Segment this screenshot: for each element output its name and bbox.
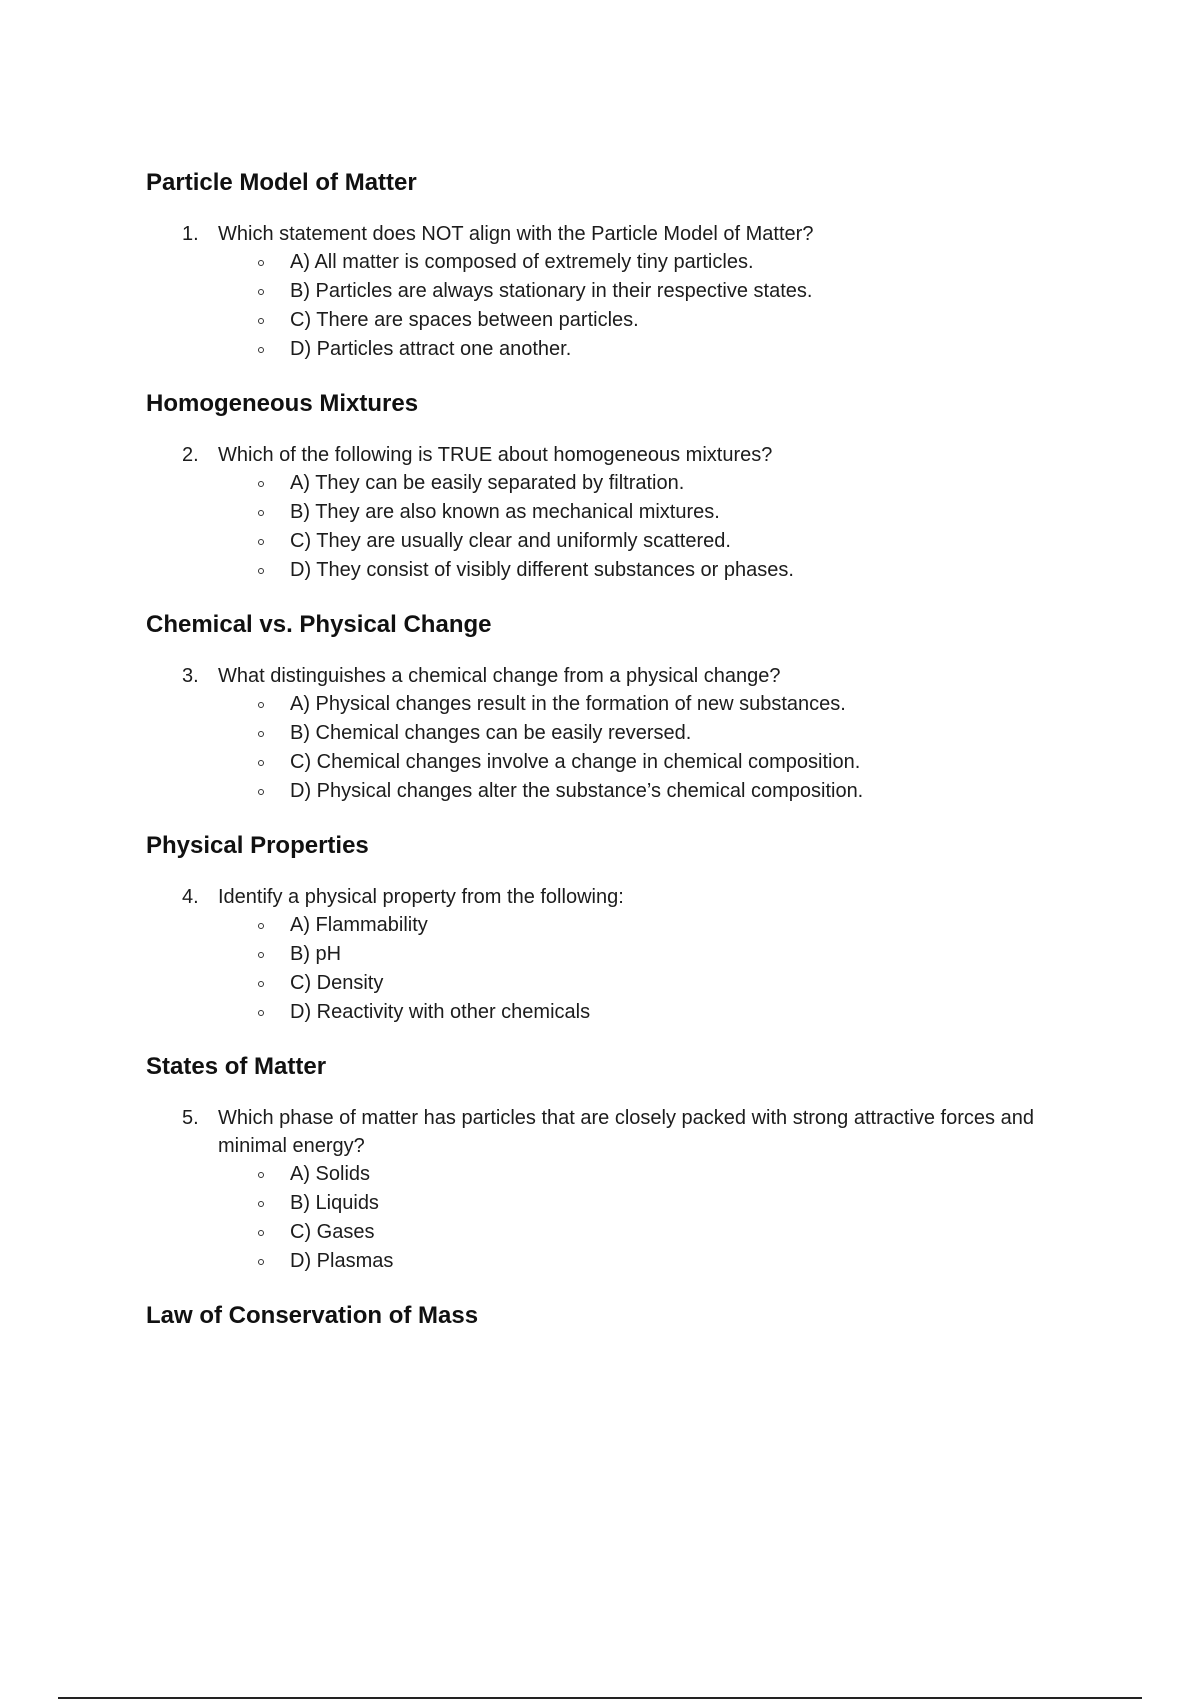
option-text: B) Chemical changes can be easily reversed. <box>290 722 692 744</box>
option-text: C) Gases <box>290 1221 375 1243</box>
section-heading: States of Matter <box>146 1053 327 1080</box>
option-text: D) Plasmas <box>290 1250 394 1272</box>
circle-bullet-icon <box>258 481 264 487</box>
option-c <box>146 1218 1106 1247</box>
section-particle-model <box>146 168 1106 364</box>
option-b <box>146 1189 1106 1218</box>
circle-bullet-icon <box>258 923 264 929</box>
section-homogeneous-mixtures <box>146 389 1106 585</box>
option-d <box>146 998 1106 1027</box>
option-b <box>146 277 1106 306</box>
option-d <box>146 556 1106 585</box>
section-heading: Physical Properties <box>146 832 369 859</box>
document-content <box>146 168 1106 1356</box>
option-text: C) There are spaces between particles. <box>290 309 639 331</box>
circle-bullet-icon <box>258 1201 264 1207</box>
circle-bullet-icon <box>258 952 264 958</box>
question-text: Which statement does NOT align with the Particle Model of Matter? <box>218 223 814 245</box>
circle-bullet-icon <box>258 1230 264 1236</box>
option-text: A) Flammability <box>290 914 428 936</box>
circle-bullet-icon <box>258 260 264 266</box>
section-conservation-of-mass <box>146 1301 1106 1331</box>
circle-bullet-icon <box>258 289 264 295</box>
circle-bullet-icon <box>258 347 264 353</box>
section-states-of-matter <box>146 1052 1106 1276</box>
option-a <box>146 469 1106 498</box>
section-physical-properties <box>146 831 1106 1027</box>
section-heading: Particle Model of Matter <box>146 169 417 196</box>
circle-bullet-icon <box>258 318 264 324</box>
option-text: A) All matter is composed of extremely tiny particles. <box>290 251 754 273</box>
question-number: 5. <box>182 1107 199 1129</box>
question-1 <box>146 220 1106 248</box>
option-c <box>146 306 1106 335</box>
option-text: B) pH <box>290 943 342 965</box>
options-list <box>146 1160 1106 1276</box>
option-text: D) Particles attract one another. <box>290 338 572 360</box>
circle-bullet-icon <box>258 539 264 545</box>
circle-bullet-icon <box>258 1259 264 1265</box>
circle-bullet-icon <box>258 510 264 516</box>
option-a <box>146 248 1106 277</box>
option-b <box>146 498 1106 527</box>
option-d <box>146 1247 1106 1276</box>
page-bottom-divider <box>58 1697 1142 1699</box>
section-heading: Law of Conservation of Mass <box>146 1302 479 1329</box>
question-4 <box>146 883 1106 911</box>
options-list <box>146 248 1106 364</box>
option-c <box>146 748 1106 777</box>
options-list <box>146 911 1106 1027</box>
circle-bullet-icon <box>258 702 264 708</box>
question-number: 1. <box>182 223 199 245</box>
question-text: Which phase of matter has particles that are closely packed with strong attractive forces and minimal energy? <box>218 1107 1034 1157</box>
section-heading: Homogeneous Mixtures <box>146 390 419 417</box>
question-text: Which of the following is TRUE about homogeneous mixtures? <box>218 444 773 466</box>
option-a <box>146 690 1106 719</box>
option-b <box>146 940 1106 969</box>
question-3 <box>146 662 1106 690</box>
question-2 <box>146 441 1106 469</box>
question-number: 4. <box>182 886 199 908</box>
option-text: A) Solids <box>290 1163 371 1185</box>
option-c <box>146 969 1106 998</box>
circle-bullet-icon <box>258 568 264 574</box>
section-heading: Chemical vs. Physical Change <box>146 611 492 638</box>
option-text: D) Physical changes alter the substance’s chemical composition. <box>290 780 864 802</box>
option-c <box>146 527 1106 556</box>
option-text: D) Reactivity with other chemicals <box>290 1001 591 1023</box>
option-text: A) They can be easily separated by filtration. <box>290 472 685 494</box>
option-a <box>146 911 1106 940</box>
option-text: C) They are usually clear and uniformly scattered. <box>290 530 731 552</box>
question-number: 2. <box>182 444 199 466</box>
circle-bullet-icon <box>258 1010 264 1016</box>
option-a <box>146 1160 1106 1189</box>
option-text: D) They consist of visibly different substances or phases. <box>290 559 794 581</box>
section-chemical-vs-physical <box>146 610 1106 806</box>
option-text: C) Density <box>290 972 384 994</box>
option-text: C) Chemical changes involve a change in chemical composition. <box>290 751 861 773</box>
option-text: B) Liquids <box>290 1192 379 1214</box>
option-d <box>146 335 1106 364</box>
options-list <box>146 690 1106 806</box>
circle-bullet-icon <box>258 981 264 987</box>
option-text: B) They are also known as mechanical mixtures. <box>290 501 720 523</box>
question-text: Identify a physical property from the following: <box>218 886 624 908</box>
circle-bullet-icon <box>258 760 264 766</box>
options-list <box>146 469 1106 585</box>
circle-bullet-icon <box>258 1172 264 1178</box>
option-d <box>146 777 1106 806</box>
circle-bullet-icon <box>258 789 264 795</box>
question-number: 3. <box>182 665 199 687</box>
option-text: A) Physical changes result in the formation of new substances. <box>290 693 846 715</box>
question-text: What distinguishes a chemical change from a physical change? <box>218 665 781 687</box>
option-text: B) Particles are always stationary in their respective states. <box>290 280 813 302</box>
circle-bullet-icon <box>258 731 264 737</box>
question-5 <box>146 1104 1106 1160</box>
option-b <box>146 719 1106 748</box>
